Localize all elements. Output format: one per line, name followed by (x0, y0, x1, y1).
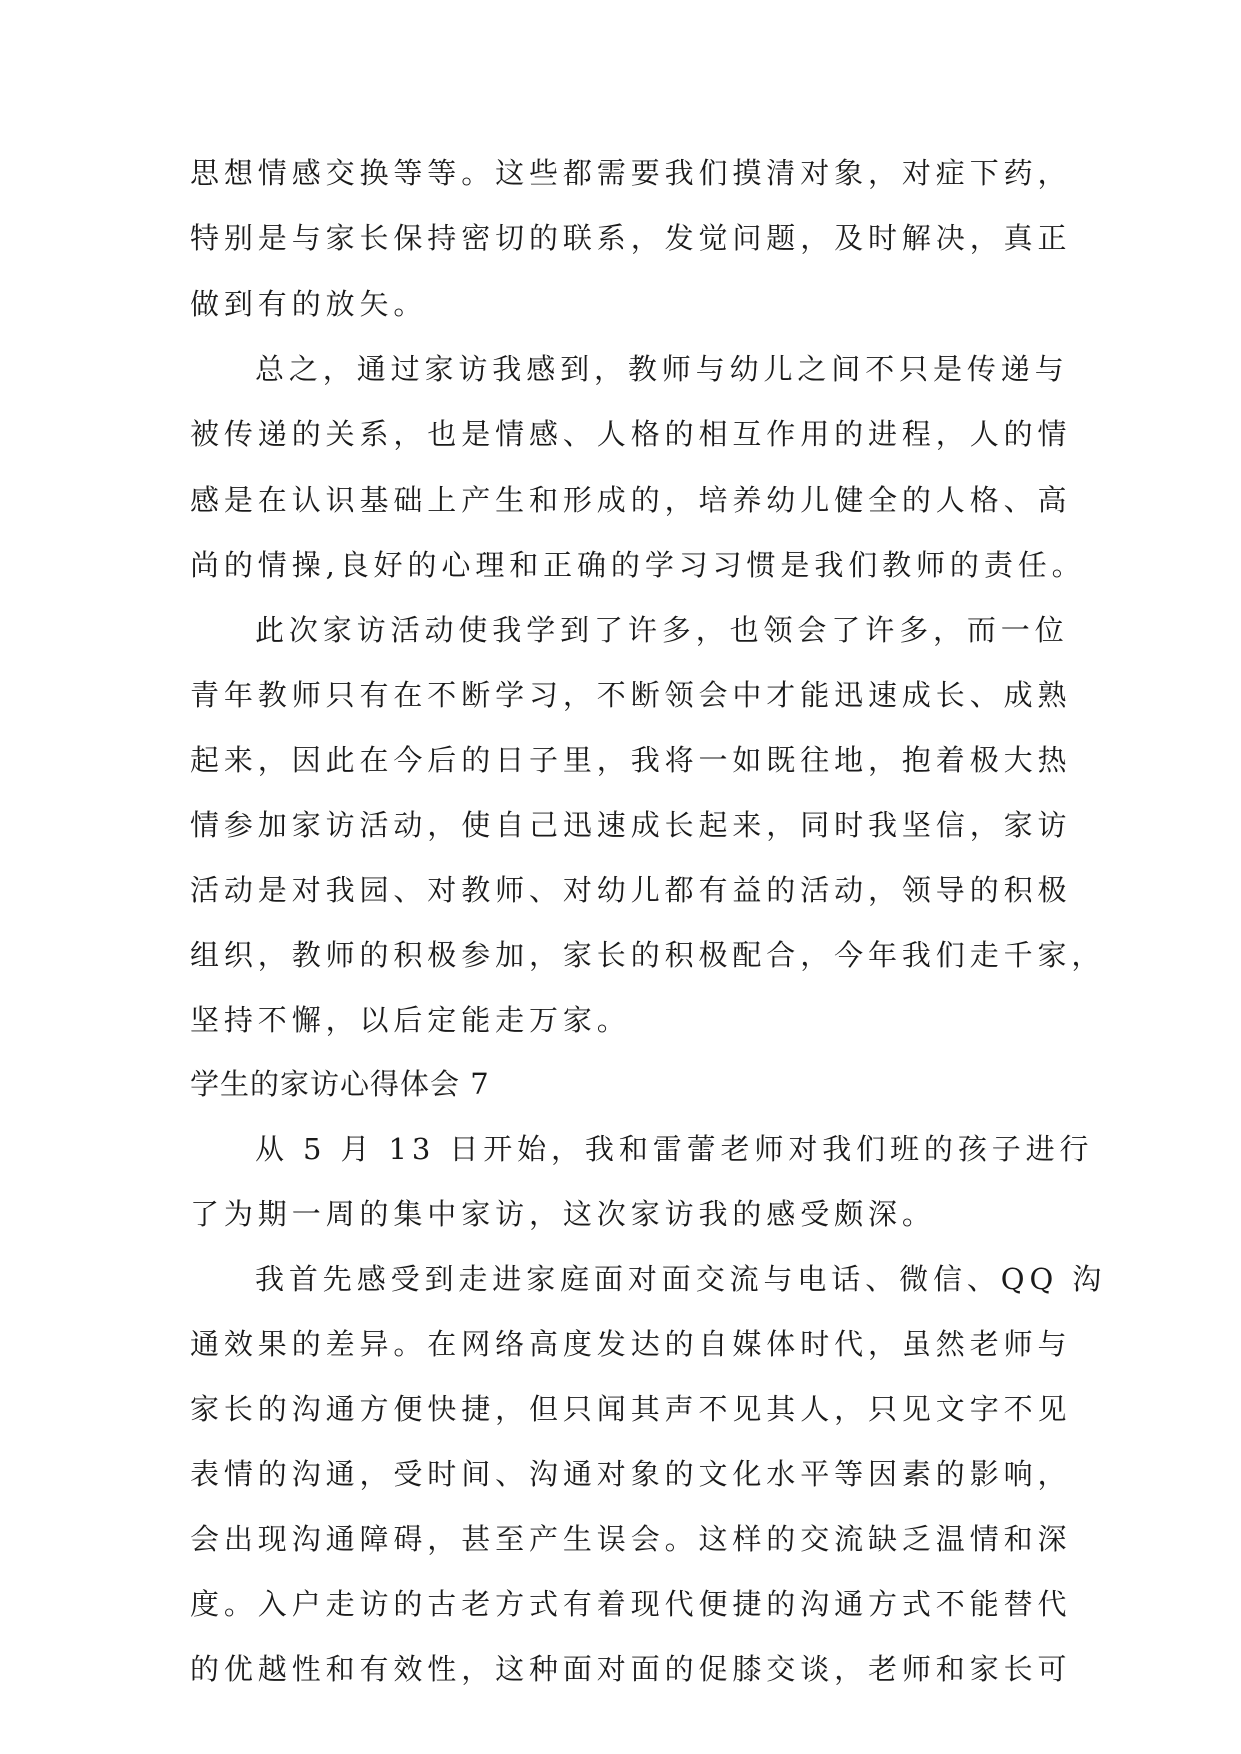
text-line-24: 的优越性和有效性，这种面对面的促膝交谈，老师和家长可 (190, 1652, 1072, 1686)
text-line-2: 特别是与家长保持密切的联系，发觉问题，及时解决，真正 (190, 221, 1072, 255)
text-line-14: 坚持不懈，以后定能走万家。 (190, 1003, 631, 1037)
text-line-23: 度。入户走访的古老方式有着现代便捷的沟通方式不能替代 (190, 1587, 1072, 1621)
text-line-1: 思想情感交换等等。这些都需要我们摸清对象，对症下药， (190, 156, 1072, 190)
text-line-5: 被传递的关系，也是情感、人格的相互作用的进程，人的情 (190, 417, 1072, 451)
text-line-9: 青年教师只有在不断学习，不断领会中才能迅速成长、成熟 (190, 678, 1072, 712)
text-line-17: 了为期一周的集中家访，这次家访我的感受颇深。 (190, 1197, 936, 1231)
text-line-7: 尚的情操,良好的心理和正确的学习习惯是我们教师的责任。 (190, 548, 1086, 582)
text-line-11: 情参加家访活动，使自己迅速成长起来，同时我坚信，家访 (190, 808, 1072, 842)
text-line-10: 起来，因此在今后的日子里，我将一如既往地，抱着极大热 (190, 743, 1072, 777)
paragraph-start-line: 总之，通过家访我感到，教师与幼儿之间不只是传递与 (255, 352, 1069, 386)
paragraph-start-line: 从 5 月 13 日开始，我和雷蕾老师对我们班的孩子进行 (255, 1132, 1094, 1166)
text-line-22: 会出现沟通障碍，甚至产生误会。这样的交流缺乏温情和深 (190, 1522, 1072, 1556)
text-line-12: 活动是对我园、对教师、对幼儿都有益的活动，领导的积极 (190, 873, 1072, 907)
text-line-6: 感是在认识基础上产生和形成的，培养幼儿健全的人格、高 (190, 483, 1072, 517)
text-line-13: 组织，教师的积极参加，家长的积极配合，今年我们走千家， (190, 938, 1106, 972)
text-line-21: 表情的沟通，受时间、沟通对象的文化水平等因素的影响， (190, 1457, 1072, 1491)
section-heading: 学生的家访心得体会 7 (190, 1067, 490, 1101)
text-line-19: 通效果的差异。在网络高度发达的自媒体时代，虽然老师与 (190, 1327, 1072, 1361)
text-line-3: 做到有的放矢。 (190, 287, 428, 321)
paragraph-start-line: 我首先感受到走进家庭面对面交流与电话、微信、QQ 沟 (255, 1262, 1107, 1296)
paragraph-start-line: 此次家访活动使我学到了许多，也领会了许多，而一位 (255, 613, 1069, 647)
text-line-20: 家长的沟通方便快捷，但只闻其声不见其人，只见文字不见 (190, 1392, 1072, 1426)
